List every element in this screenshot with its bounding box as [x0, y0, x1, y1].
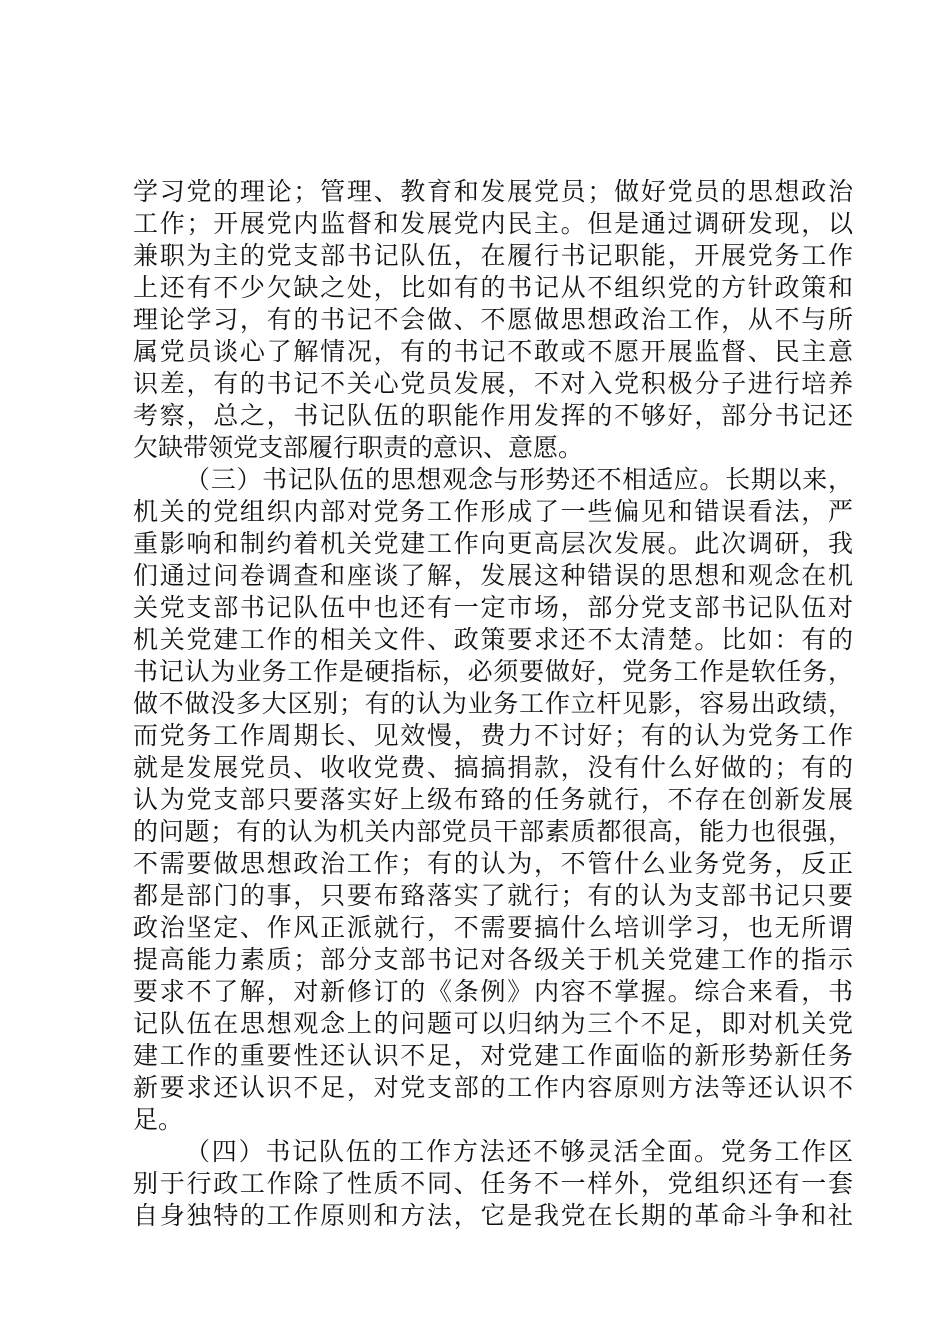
text-line: 机关党建工作的相关文件、政策要求还不太清楚。比如：有的: [133, 625, 853, 654]
text-line: 关党支部书记队伍中也还有一定市场，部分党支部书记队伍对: [133, 593, 853, 622]
document-body: [133, 176, 853, 1232]
text-line: 学习党的理论；管理、教育和发展党员；做好党员的思想政治: [133, 177, 853, 206]
text-line: 记队伍在思想观念上的问题可以归纳为三个不足，即对机关党: [133, 1009, 853, 1038]
text-line: 上还有不少欠缺之处，比如有的书记从不组织党的方针政策和: [133, 273, 853, 302]
text-line: 就是发展党员、收收党费、搞搞捐款，没有什么好做的；有的: [133, 753, 853, 782]
text-line: 识差，有的书记不关心党员发展，不对入党积极分子进行培养: [133, 369, 853, 398]
text-line: 的问题；有的认为机关内部党员干部素质都很高，能力也很强，: [133, 817, 853, 846]
paragraph: [133, 176, 853, 464]
text-line: 做不做没多大区别；有的认为业务工作立杆见影，容易出政绩，: [133, 689, 853, 718]
text-line: 重影响和制约着机关党建工作向更高层次发展。此次调研，我: [133, 529, 853, 558]
text-line: 都是部门的事，只要布臵落实了就行；有的认为支部书记只要: [133, 881, 853, 910]
text-line: 足。: [133, 1105, 184, 1134]
text-line: 提高能力素质；部分支部书记对各级关于机关党建工作的指示: [133, 945, 853, 974]
text-line: 们通过问卷调查和座谈了解，发展这种错误的思想和观念在机: [133, 561, 853, 590]
text-line: 别于行政工作除了性质不同、任务不一样外，党组织还有一套: [133, 1169, 853, 1198]
text-line: 欠缺带领党支部履行职责的意识、意愿。: [133, 433, 584, 462]
text-line: 工作；开展党内监督和发展党内民主。但是通过调研发现，以: [133, 209, 853, 238]
text-line: 兼职为主的党支部书记队伍，在履行书记职能，开展党务工作: [133, 241, 853, 270]
text-line: （三）书记队伍的思想观念与形势还不相适应。长期以来，: [185, 465, 853, 494]
text-line: 机关的党组织内部对党务工作形成了一些偏见和错误看法，严: [133, 497, 853, 526]
paragraph: [133, 1136, 853, 1232]
text-line: 新要求还认识不足，对党支部的工作内容原则方法等还认识不: [133, 1073, 853, 1102]
text-line: 属党员谈心了解情况，有的书记不敢或不愿开展监督、民主意: [133, 337, 853, 366]
text-line: 理论学习，有的书记不会做、不愿做思想政治工作，从不与所: [133, 305, 853, 334]
text-line: 政治坚定、作风正派就行，不需要搞什么培训学习，也无所谓: [133, 913, 853, 942]
text-line: 书记认为业务工作是硬指标，必须要做好，党务工作是软任务，: [133, 657, 853, 686]
text-line: 认为党支部只要落实好上级布臵的任务就行，不存在创新发展: [133, 785, 853, 814]
text-line: 要求不了解，对新修订的《条例》内容不掌握。综合来看，书: [133, 977, 853, 1006]
text-line: 而党务工作周期长、见效慢，费力不讨好；有的认为党务工作: [133, 721, 853, 750]
text-line: 不需要做思想政治工作；有的认为，不管什么业务党务，反正: [133, 849, 853, 878]
text-line: 考察，总之，书记队伍的职能作用发挥的不够好，部分书记还: [133, 401, 853, 430]
text-line: 自身独特的工作原则和方法，它是我党在长期的革命斗争和社: [133, 1201, 853, 1230]
paragraph: [133, 464, 853, 1136]
text-line: 建工作的重要性还认识不足，对党建工作面临的新形势新任务: [133, 1041, 853, 1070]
text-line: （四）书记队伍的工作方法还不够灵活全面。党务工作区: [185, 1137, 853, 1166]
